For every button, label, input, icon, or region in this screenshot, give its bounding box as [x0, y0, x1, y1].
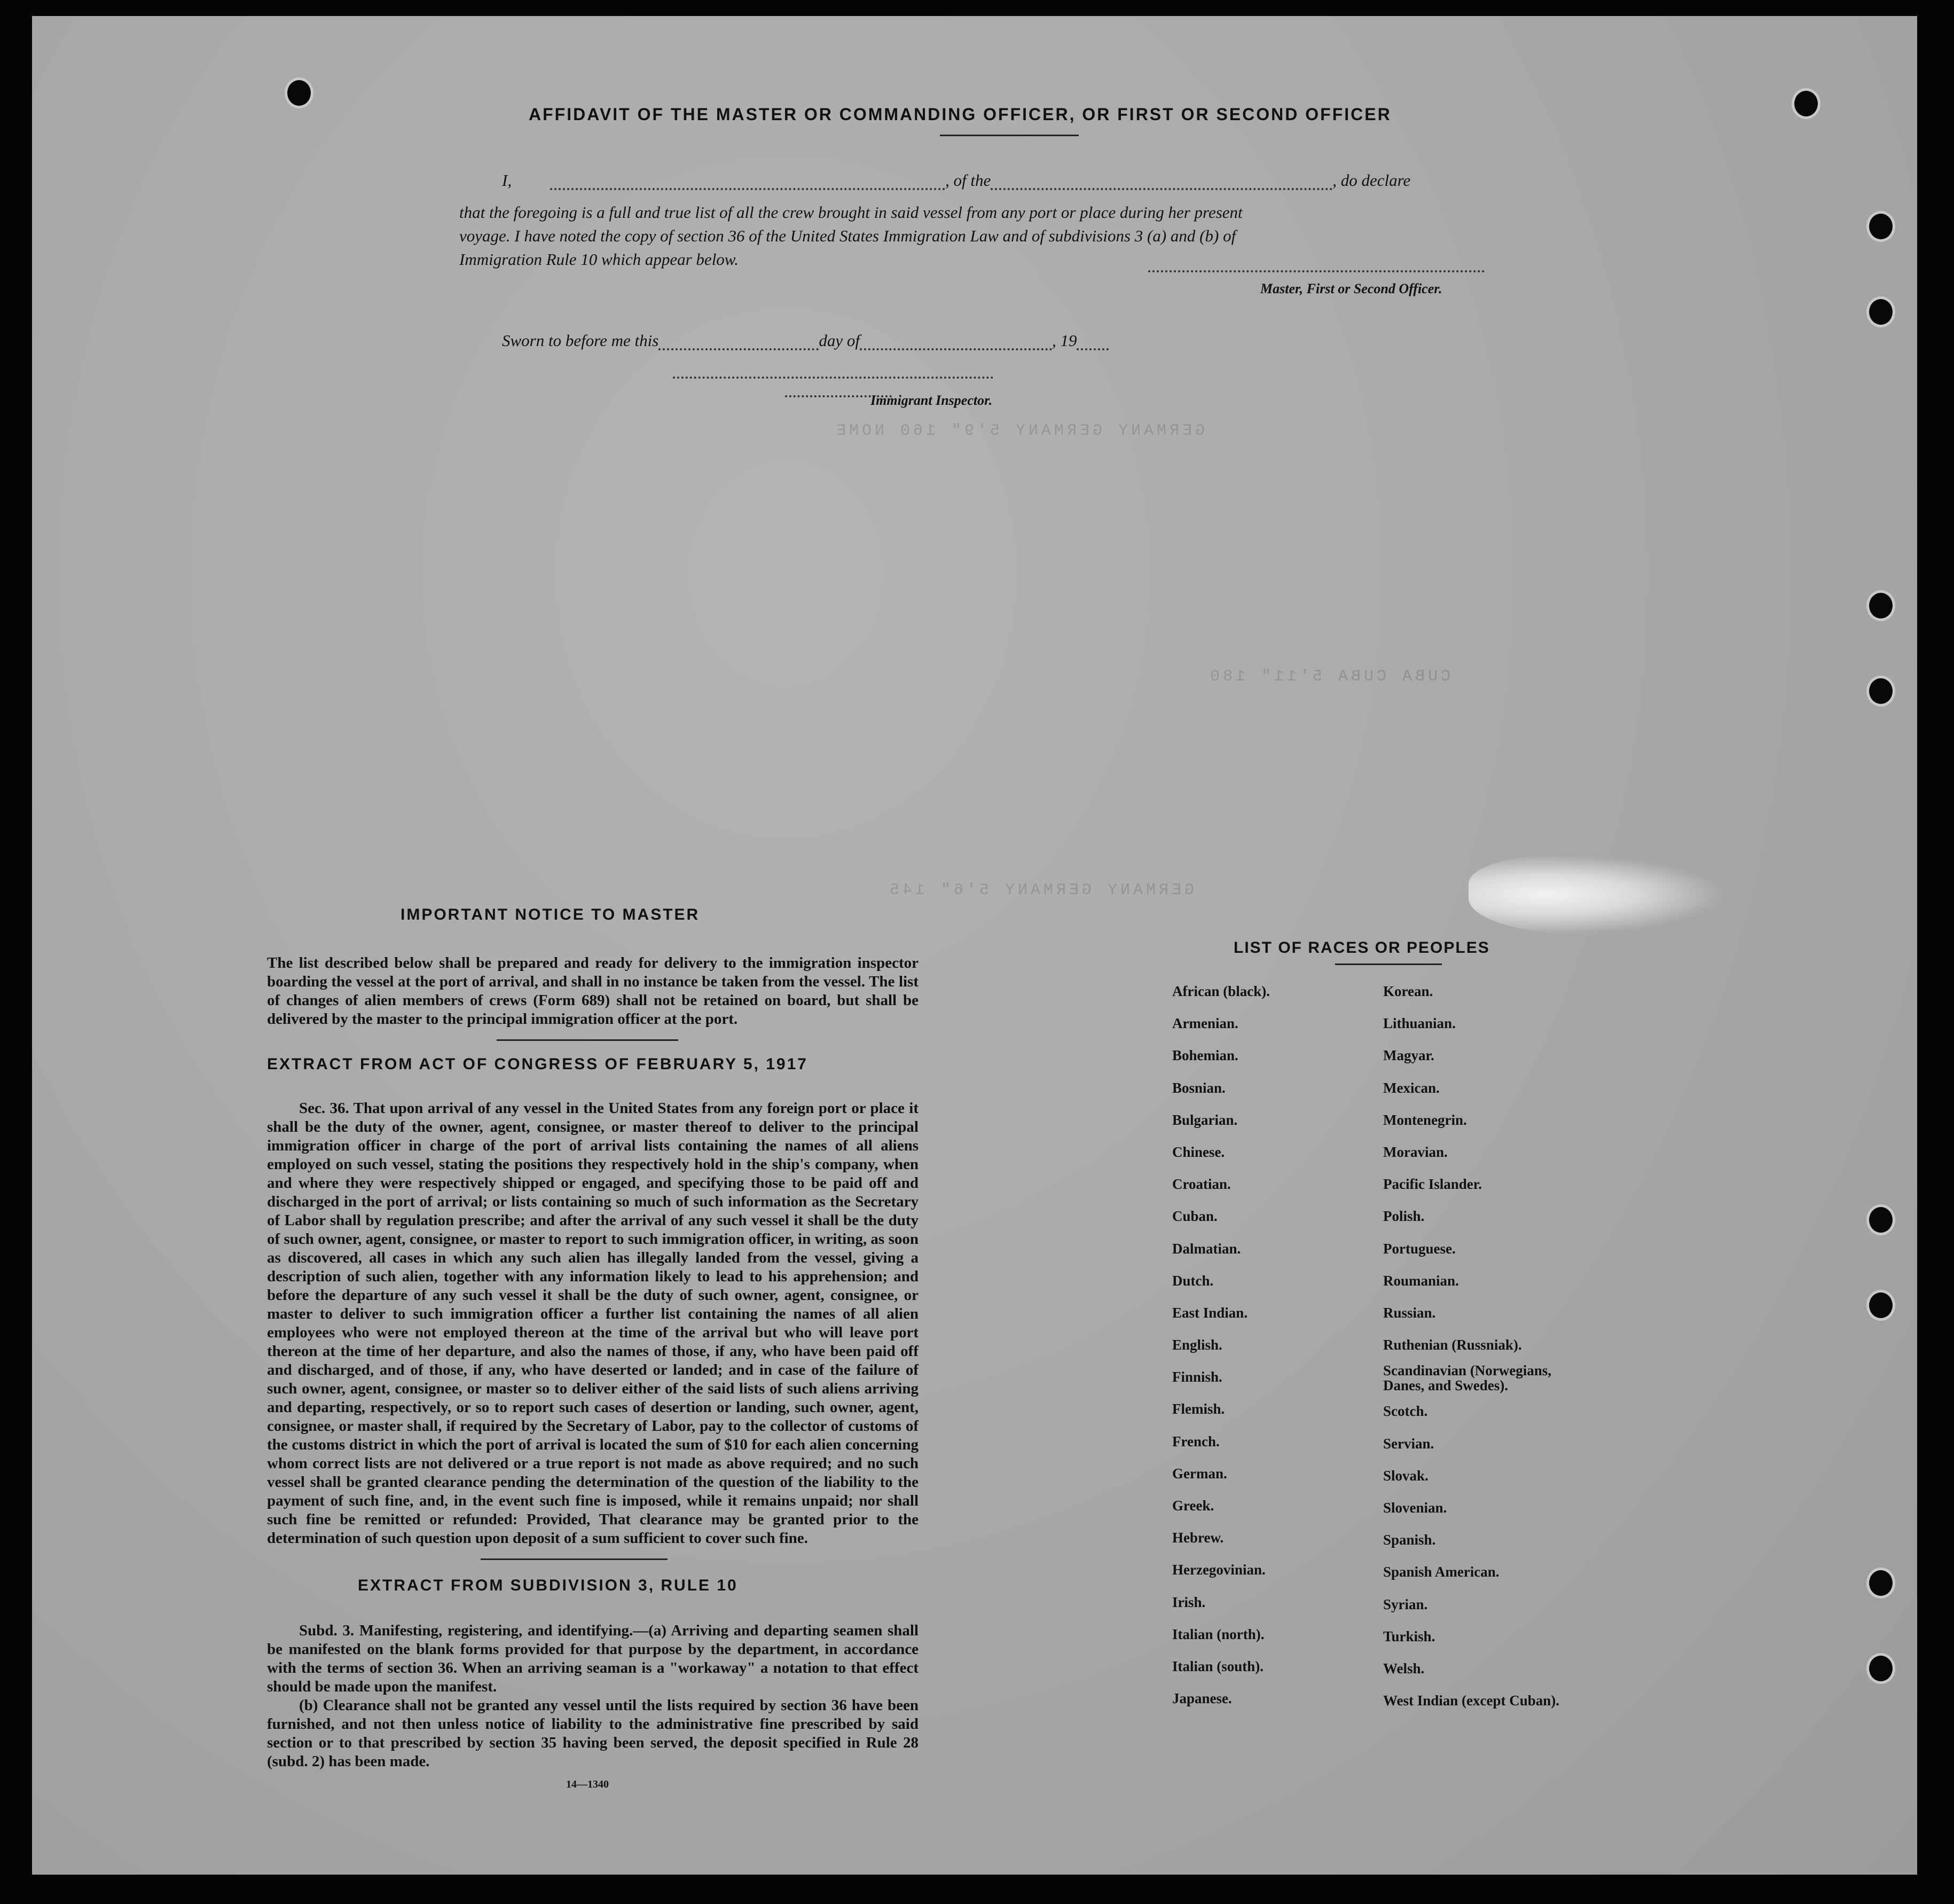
sworn-month-blank [860, 344, 1052, 350]
rule-title: EXTRACT FROM SUBDIVISION 3, RULE 10 [358, 1577, 738, 1594]
race-item: Ruthenian (Russniak). [1383, 1337, 1522, 1353]
affidavit-line-1 [502, 171, 1511, 190]
race-item: Scotch. [1383, 1403, 1428, 1420]
notice-title: IMPORTANT NOTICE TO MASTER [401, 906, 700, 923]
inspector-signature-line [673, 377, 993, 379]
race-item: Scandinavian (Norwegians, Danes, and Swedes). [1383, 1362, 1552, 1394]
race-item: Irish. [1172, 1594, 1206, 1610]
race-item: Bosnian. [1172, 1079, 1226, 1096]
race-item: Mexican. [1383, 1079, 1440, 1096]
signature-label: Master, First or Second Officer. [1260, 281, 1442, 296]
race-item: Slovak. [1383, 1467, 1429, 1484]
punch-hole [1869, 1570, 1893, 1596]
race-item: Flemish. [1172, 1401, 1225, 1417]
affidavit-line-2: that the foregoing is a full and true list of all the crew brought in said vessel from any port or place during her present [459, 203, 1243, 222]
punch-hole [1869, 1292, 1893, 1318]
race-item: Korean. [1383, 983, 1433, 999]
race-item: German. [1172, 1465, 1227, 1482]
race-item: Montenegrin. [1383, 1111, 1467, 1128]
race-item: Moravian. [1383, 1143, 1448, 1160]
of-the-text: , of the [945, 171, 991, 190]
race-item: Armenian. [1172, 1015, 1238, 1032]
race-item: Hebrew. [1172, 1530, 1224, 1546]
inspector-label: Immigrant Inspector. [870, 393, 993, 408]
act-title: EXTRACT FROM ACT OF CONGRESS OF FEBRUARY 5, 1917 [267, 1055, 808, 1073]
sworn-day-text: day of [819, 331, 860, 350]
race-item: Polish. [1383, 1208, 1425, 1225]
document-sheet [32, 16, 1917, 1875]
rule-text-b: (b) Clearance shall not be granted any vessel until the lists required by section 36 have been furnished, and not then unless notice of liability to the administrative fine prescribed by said section or to that prescribed by section 35 having been served, the deposit specified in Rule 28 (subd. 2) has been made. [267, 1697, 919, 1770]
sworn-year-text: , 19 [1051, 331, 1077, 350]
declarant-name-blank [550, 184, 945, 190]
race-item: Syrian. [1383, 1596, 1428, 1612]
race-item: Spanish American. [1383, 1564, 1500, 1580]
sworn-date-blank [658, 344, 819, 350]
sworn-year-blank [1077, 344, 1109, 350]
race-item: Magyar. [1383, 1047, 1434, 1064]
race-item: Dutch. [1172, 1272, 1214, 1289]
punch-hole [287, 80, 311, 106]
race-item: Spanish. [1383, 1532, 1436, 1548]
notice-rule [497, 1039, 678, 1041]
race-item: East Indian. [1172, 1304, 1248, 1321]
bleed-through-text: CUBA CUBA 5'11" 180 [1207, 668, 1451, 686]
bleed-through-text: GERMANY GERMANY 5'9" 160 NOME [833, 422, 1205, 440]
race-item: Japanese. [1172, 1690, 1232, 1707]
affidavit-title: AFFIDAVIT OF THE MASTER OR COMMANDING OFFICER, OR FIRST OR SECOND OFFICER [529, 105, 1392, 124]
declare-text: , do declare [1332, 171, 1411, 190]
race-item: Dalmatian. [1172, 1240, 1241, 1257]
punch-hole [1794, 91, 1818, 116]
act-rule [481, 1558, 668, 1560]
rule-text-a: Subd. 3. Manifesting, registering, and identifying.—(a) Arriving and departing seamen shall be manifested on the blank forms provided for that purpose by the department, in accordance with the terms of section 36. When an arriving seaman is a "workaway" a notation to that effect should be made upon the manifest. [267, 1622, 919, 1695]
form-number: 14—1340 [566, 1778, 609, 1790]
race-item: West Indian (except Cuban). [1383, 1693, 1560, 1709]
race-item: Cuban. [1172, 1208, 1218, 1225]
races-rule [1335, 963, 1442, 965]
races-list-right [1383, 975, 1559, 1717]
race-item: Servian. [1383, 1435, 1434, 1452]
race-item: English. [1172, 1337, 1222, 1353]
vessel-name-blank [991, 184, 1332, 190]
race-item: Portuguese. [1383, 1240, 1456, 1257]
race-item: Finnish. [1172, 1369, 1222, 1385]
race-item: Slovenian. [1383, 1500, 1447, 1516]
race-item: Welsh. [1383, 1660, 1425, 1676]
punch-hole [1869, 678, 1893, 704]
title-rule [940, 135, 1079, 136]
races-list-left [1172, 975, 1270, 1714]
punch-hole [1869, 1656, 1893, 1681]
race-item: Italian (south). [1172, 1658, 1264, 1674]
punch-hole [1869, 593, 1893, 618]
notice-text: The list described below shall be prepared and ready for delivery to the immigration inspector boarding the vessel at the port of arrival, and shall in no instance be taken from the vessel. The list of changes of alien members of crews (Form 689) shall not be retained on board, but shall be delivered by the master to the principal immigration officer at the port. [267, 954, 919, 1028]
declarant-prefix: I, [502, 171, 512, 190]
race-item: Bohemian. [1172, 1047, 1238, 1064]
race-item: Croatian. [1172, 1176, 1231, 1193]
race-item: Lithuanian. [1383, 1015, 1456, 1032]
punch-hole [1869, 299, 1893, 325]
race-item: Pacific Islander. [1383, 1176, 1482, 1193]
race-item: African (black). [1172, 983, 1270, 999]
bleed-through-text: GERMANY GERMANY 5'6" 145 [886, 881, 1195, 899]
race-item: Russian. [1383, 1304, 1436, 1321]
affidavit-line-3: voyage. I have noted the copy of section 36 of the United States Immigration Law and of subdivisions 3 (a) and (b) of [459, 226, 1236, 245]
punch-hole [1869, 1207, 1893, 1233]
sworn-line [502, 331, 1109, 350]
affidavit-line-4: Immigration Rule 10 which appear below. [459, 250, 739, 269]
sworn-prefix: Sworn to before me this [502, 331, 659, 350]
race-item: Italian (north). [1172, 1626, 1265, 1642]
race-item: Greek. [1172, 1498, 1214, 1514]
race-item: Chinese. [1172, 1143, 1225, 1160]
act-text: Sec. 36. That upon arrival of any vessel in the United States from any foreign port or place it shall be the duty of the owner, agent, consignee, or master thereof to deliver to the principal immigration officer in charge of the port of arrival lists containing the names of all aliens employed on such vessel, stating the positions they respectively hold in the ship's company, when and where they were respectively shipped or engaged, and specifying those to be paid off and discharged in the port of arrival; or lists containing so much of such information as the Secretary of Labor shall by regulation prescribe; and after the arrival of any such vessel it shall be the duty of such owner, agent, consignee, or master to report to such immigration officer, in writing, as soon as discovered, all cases in which any such alien has illegally landed from the vessel, giving a description of such alien, together with any information likely to lead to his apprehension; and before the departure of any such vessel it shall be the duty of such owner, agent, consignee, or master to deliver to such immigration officer a further list containing the names of all alien employees who were not employed thereon at the time of the arrival but who will leave port thereon at the time of her departure, and also the names of those, if any, who have been paid off and discharged, and of those, if any, who have deserted or landed; and in case of the failure of such owner, agent, consignee, or master so to deliver either of the said lists of such aliens arriving and departing, respectively, or so to report such cases of desertion or landing, such owner, agent, consignee, or master shall, if required by the Secretary of Labor, pay to the collector of customs of the customs district in which the port of arrival is located the sum of $10 for each alien concerning whom correct lists are not delivered or a true report is not made as above required; and no such vessel shall be granted clearance pending the determination of the question of the liability to the payment of such fine, and, in the event such fine is imposed, while it remains unpaid; nor shall such fine be remitted or refunded: Provided, That clearance may be granted prior to the determination of such question upon deposit of a sum sufficient to cover such fine. [267, 1100, 919, 1547]
paper-stain [1469, 855, 1725, 935]
race-item: Turkish. [1383, 1628, 1435, 1644]
signature-line [1148, 270, 1485, 272]
race-item: Roumanian. [1383, 1272, 1459, 1289]
punch-hole [1869, 214, 1893, 239]
race-item: Bulgarian. [1172, 1111, 1238, 1128]
race-item: Herzegovinian. [1172, 1562, 1266, 1578]
races-title: LIST OF RACES OR PEOPLES [1234, 939, 1490, 957]
race-item: French. [1172, 1433, 1220, 1449]
